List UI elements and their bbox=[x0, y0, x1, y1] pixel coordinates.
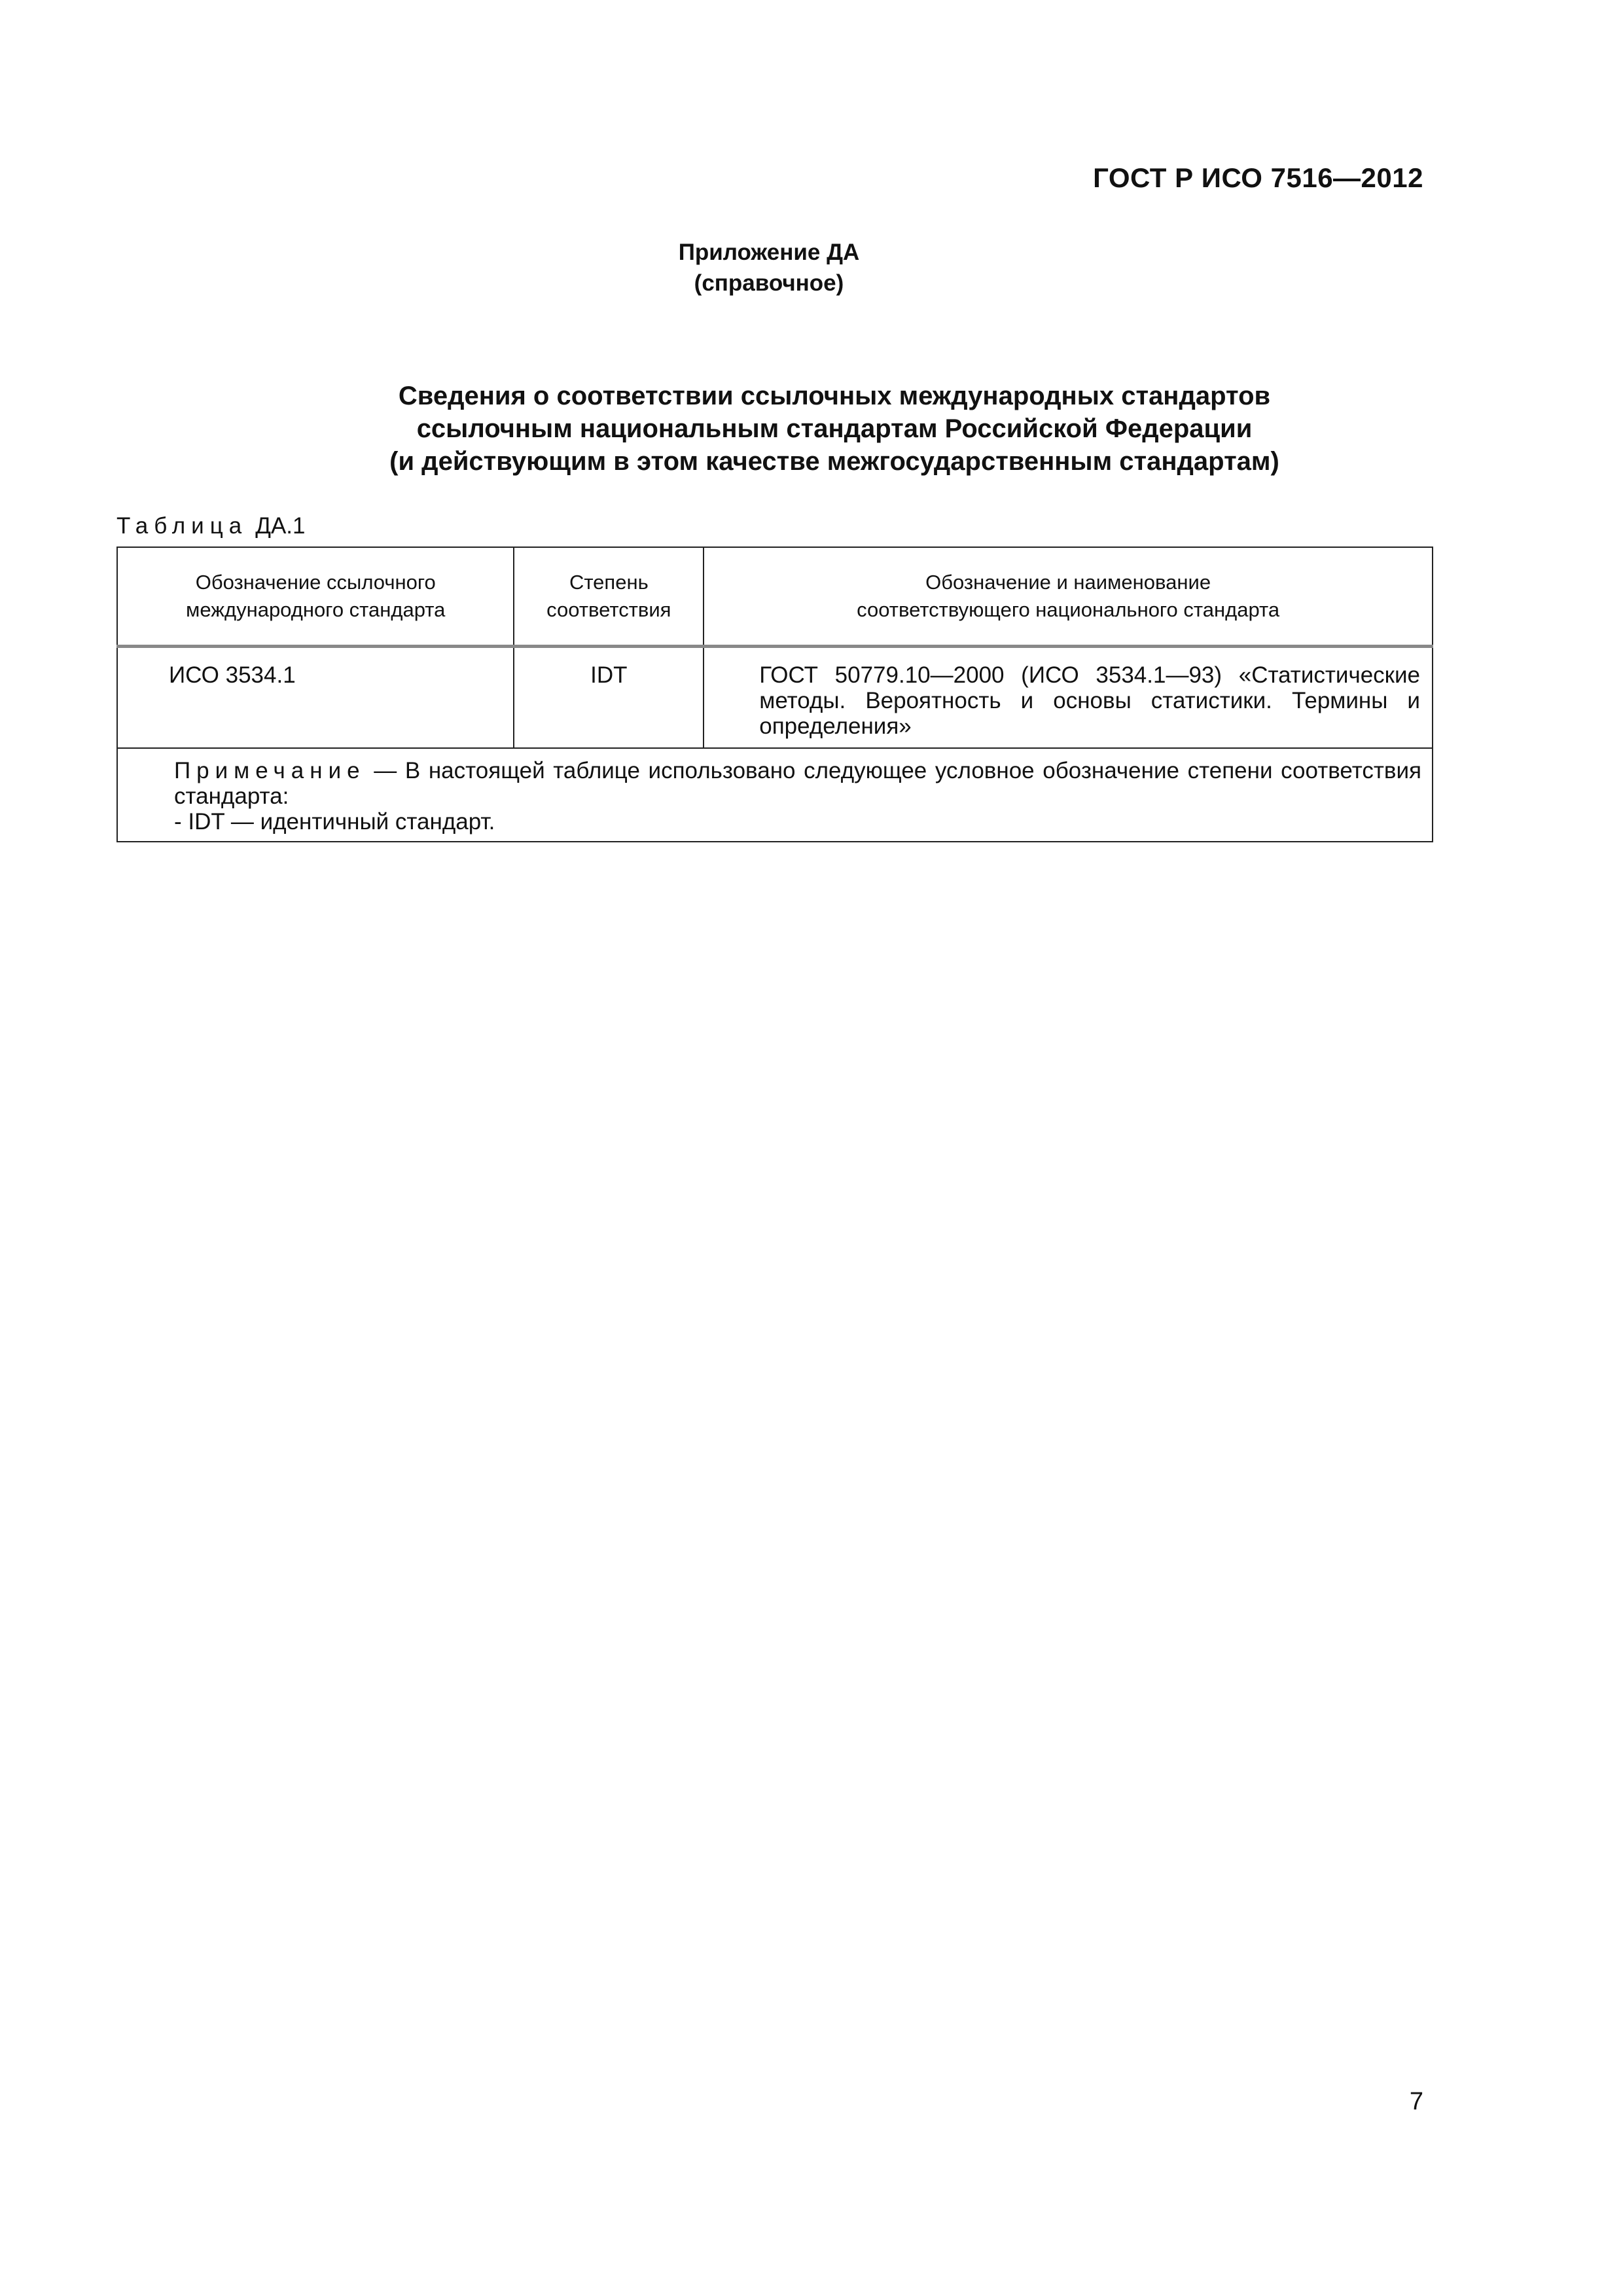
section-title-line-3: (и действующим в этом качестве межгосударственным стандартам) bbox=[389, 447, 1279, 476]
section-title-line-1: Сведения о соответствии ссылочных международных стандартов bbox=[398, 382, 1271, 410]
note-label: Примечание bbox=[174, 758, 366, 783]
note-text: — В настоящей таблице использовано следующее условное обозначение степени соответствия стандарта: bbox=[174, 758, 1421, 809]
section-title bbox=[118, 380, 1551, 478]
table-note bbox=[117, 748, 1433, 842]
document-code: ГОСТ Р ИСО 7516—2012 bbox=[1093, 162, 1423, 193]
appendix-heading bbox=[0, 237, 1538, 298]
appendix-title: Приложение ДА bbox=[678, 240, 860, 265]
table-caption-label: Таблица bbox=[116, 513, 248, 539]
header-reference-standard: Обозначение ссылочного международного стандарта bbox=[117, 547, 514, 647]
correspondence-table bbox=[116, 547, 1433, 842]
note-item: - IDT — идентичный стандарт. bbox=[174, 809, 495, 834]
page-number: 7 bbox=[1409, 2088, 1423, 2115]
table-header-row bbox=[117, 547, 1433, 647]
table-caption-number: ДА.1 bbox=[255, 513, 306, 539]
section-title-line-2: ссылочным национальным стандартам Российской Федерации bbox=[416, 414, 1253, 443]
header-degree: Степень соответствия bbox=[514, 547, 704, 647]
table-row bbox=[117, 647, 1433, 749]
header-national-standard: Обозначение и наименование соответствующего национального стандарта bbox=[704, 547, 1433, 647]
table-caption bbox=[116, 513, 305, 539]
table-note-row bbox=[117, 748, 1433, 842]
cell-degree: IDT bbox=[514, 647, 704, 749]
appendix-status: (справочное) bbox=[694, 270, 844, 296]
national-standard-text: ГОСТ 50779.10—2000 (ИСО 3534.1—93) «Статистические методы. Вероятность и основы статистики. Термины и определения» bbox=[759, 662, 1420, 739]
cell-national-standard bbox=[704, 647, 1433, 749]
cell-reference-standard: ИСО 3534.1 bbox=[117, 647, 514, 749]
